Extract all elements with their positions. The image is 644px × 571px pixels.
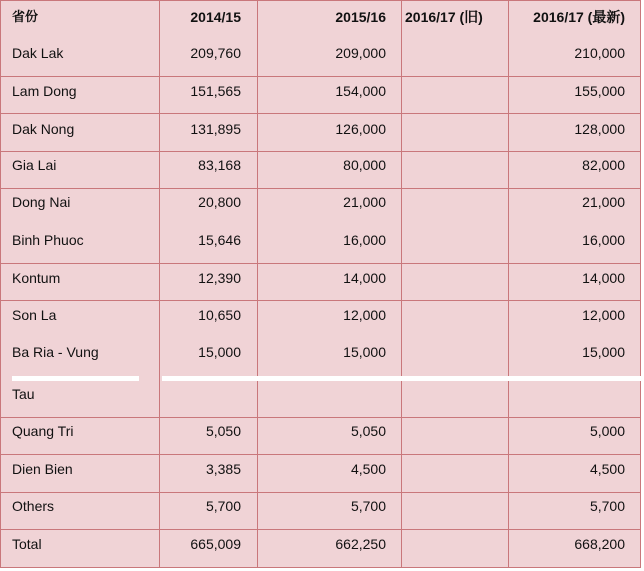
value-2014-15: 83,168 (198, 157, 241, 173)
value-2014-15: 20,800 (198, 194, 241, 210)
value-2015-16: 154,000 (335, 83, 386, 99)
province-cell: Lam Dong (12, 83, 77, 99)
value-2016-17-new: 4,500 (589, 461, 625, 477)
row-divider (1, 300, 640, 301)
separator-bar (12, 376, 139, 381)
value-2016-17-new: 210,000 (574, 45, 625, 61)
row-divider (1, 529, 640, 530)
province-cell: Gia Lai (12, 157, 57, 173)
value-2015-16: 209,000 (335, 45, 386, 61)
value-2015-16: 126,000 (335, 121, 386, 137)
province-cell: Binh Phuoc (12, 232, 84, 248)
province-cell: Son La (12, 307, 57, 323)
value-2016-17-new: 15,000 (582, 344, 625, 360)
province-cell: Quang Tri (12, 423, 74, 439)
value-2014-15: 12,390 (198, 270, 241, 286)
value-2014-15: 15,646 (198, 232, 241, 248)
row-divider (1, 417, 640, 418)
province-cell: Dak Nong (12, 121, 75, 137)
value-2015-16: 5,050 (350, 423, 386, 439)
province-cell: Dien Bien (12, 461, 73, 477)
value-2015-16: 662,250 (335, 536, 386, 552)
header-2015-16: 2015/16 (335, 9, 386, 25)
value-2014-15: 665,009 (190, 536, 241, 552)
value-2014-15: 209,760 (190, 45, 241, 61)
separator-bar (162, 376, 641, 381)
row-divider (1, 263, 640, 264)
value-2016-17-new: 128,000 (574, 121, 625, 137)
value-2014-15: 131,895 (190, 121, 241, 137)
value-2014-15: 5,050 (205, 423, 241, 439)
value-2016-17-new: 16,000 (582, 232, 625, 248)
column-divider (508, 1, 509, 567)
value-2015-16: 12,000 (343, 307, 386, 323)
row-divider (1, 151, 640, 152)
value-2015-16: 4,500 (350, 461, 386, 477)
header-province: 省份 (12, 9, 39, 24)
value-2015-16: 21,000 (343, 194, 386, 210)
value-2016-17-new: 82,000 (582, 157, 625, 173)
column-divider (257, 1, 258, 567)
value-2016-17-new: 12,000 (582, 307, 625, 323)
value-2016-17-new: 155,000 (574, 83, 625, 99)
value-2014-15: 5,700 (205, 498, 241, 514)
value-2016-17-new: 21,000 (582, 194, 625, 210)
value-2016-17-new: 668,200 (574, 536, 625, 552)
value-2015-16: 80,000 (343, 157, 386, 173)
province-cell: Ba Ria - Vung (12, 344, 99, 360)
value-2014-15: 10,650 (198, 307, 241, 323)
value-2015-16: 5,700 (350, 498, 386, 514)
province-cell: Kontum (12, 270, 61, 286)
value-2016-17-new: 5,700 (589, 498, 625, 514)
value-2014-15: 15,000 (198, 344, 241, 360)
column-divider (159, 1, 160, 567)
header-2016-17-new: 2016/17 (最新) (533, 9, 625, 25)
province-cell: Total (12, 536, 42, 552)
province-cell: Others (12, 498, 55, 514)
province-cell: Dong Nai (12, 194, 71, 210)
value-2015-16: 15,000 (343, 344, 386, 360)
province-cell: Tau (12, 386, 35, 402)
row-divider (1, 188, 640, 189)
value-2016-17-new: 14,000 (582, 270, 625, 286)
header-2014-15: 2014/15 (190, 9, 241, 25)
value-2015-16: 14,000 (343, 270, 386, 286)
row-divider (1, 113, 640, 114)
value-2016-17-new: 5,000 (589, 423, 625, 439)
row-divider (1, 454, 640, 455)
column-divider (401, 1, 402, 567)
province-cell: Dak Lak (12, 45, 64, 61)
row-divider (1, 492, 640, 493)
header-2016-17-old: 2016/17 (旧) (405, 9, 483, 25)
value-2014-15: 3,385 (205, 461, 241, 477)
row-divider (1, 76, 640, 77)
value-2015-16: 16,000 (343, 232, 386, 248)
value-2014-15: 151,565 (190, 83, 241, 99)
